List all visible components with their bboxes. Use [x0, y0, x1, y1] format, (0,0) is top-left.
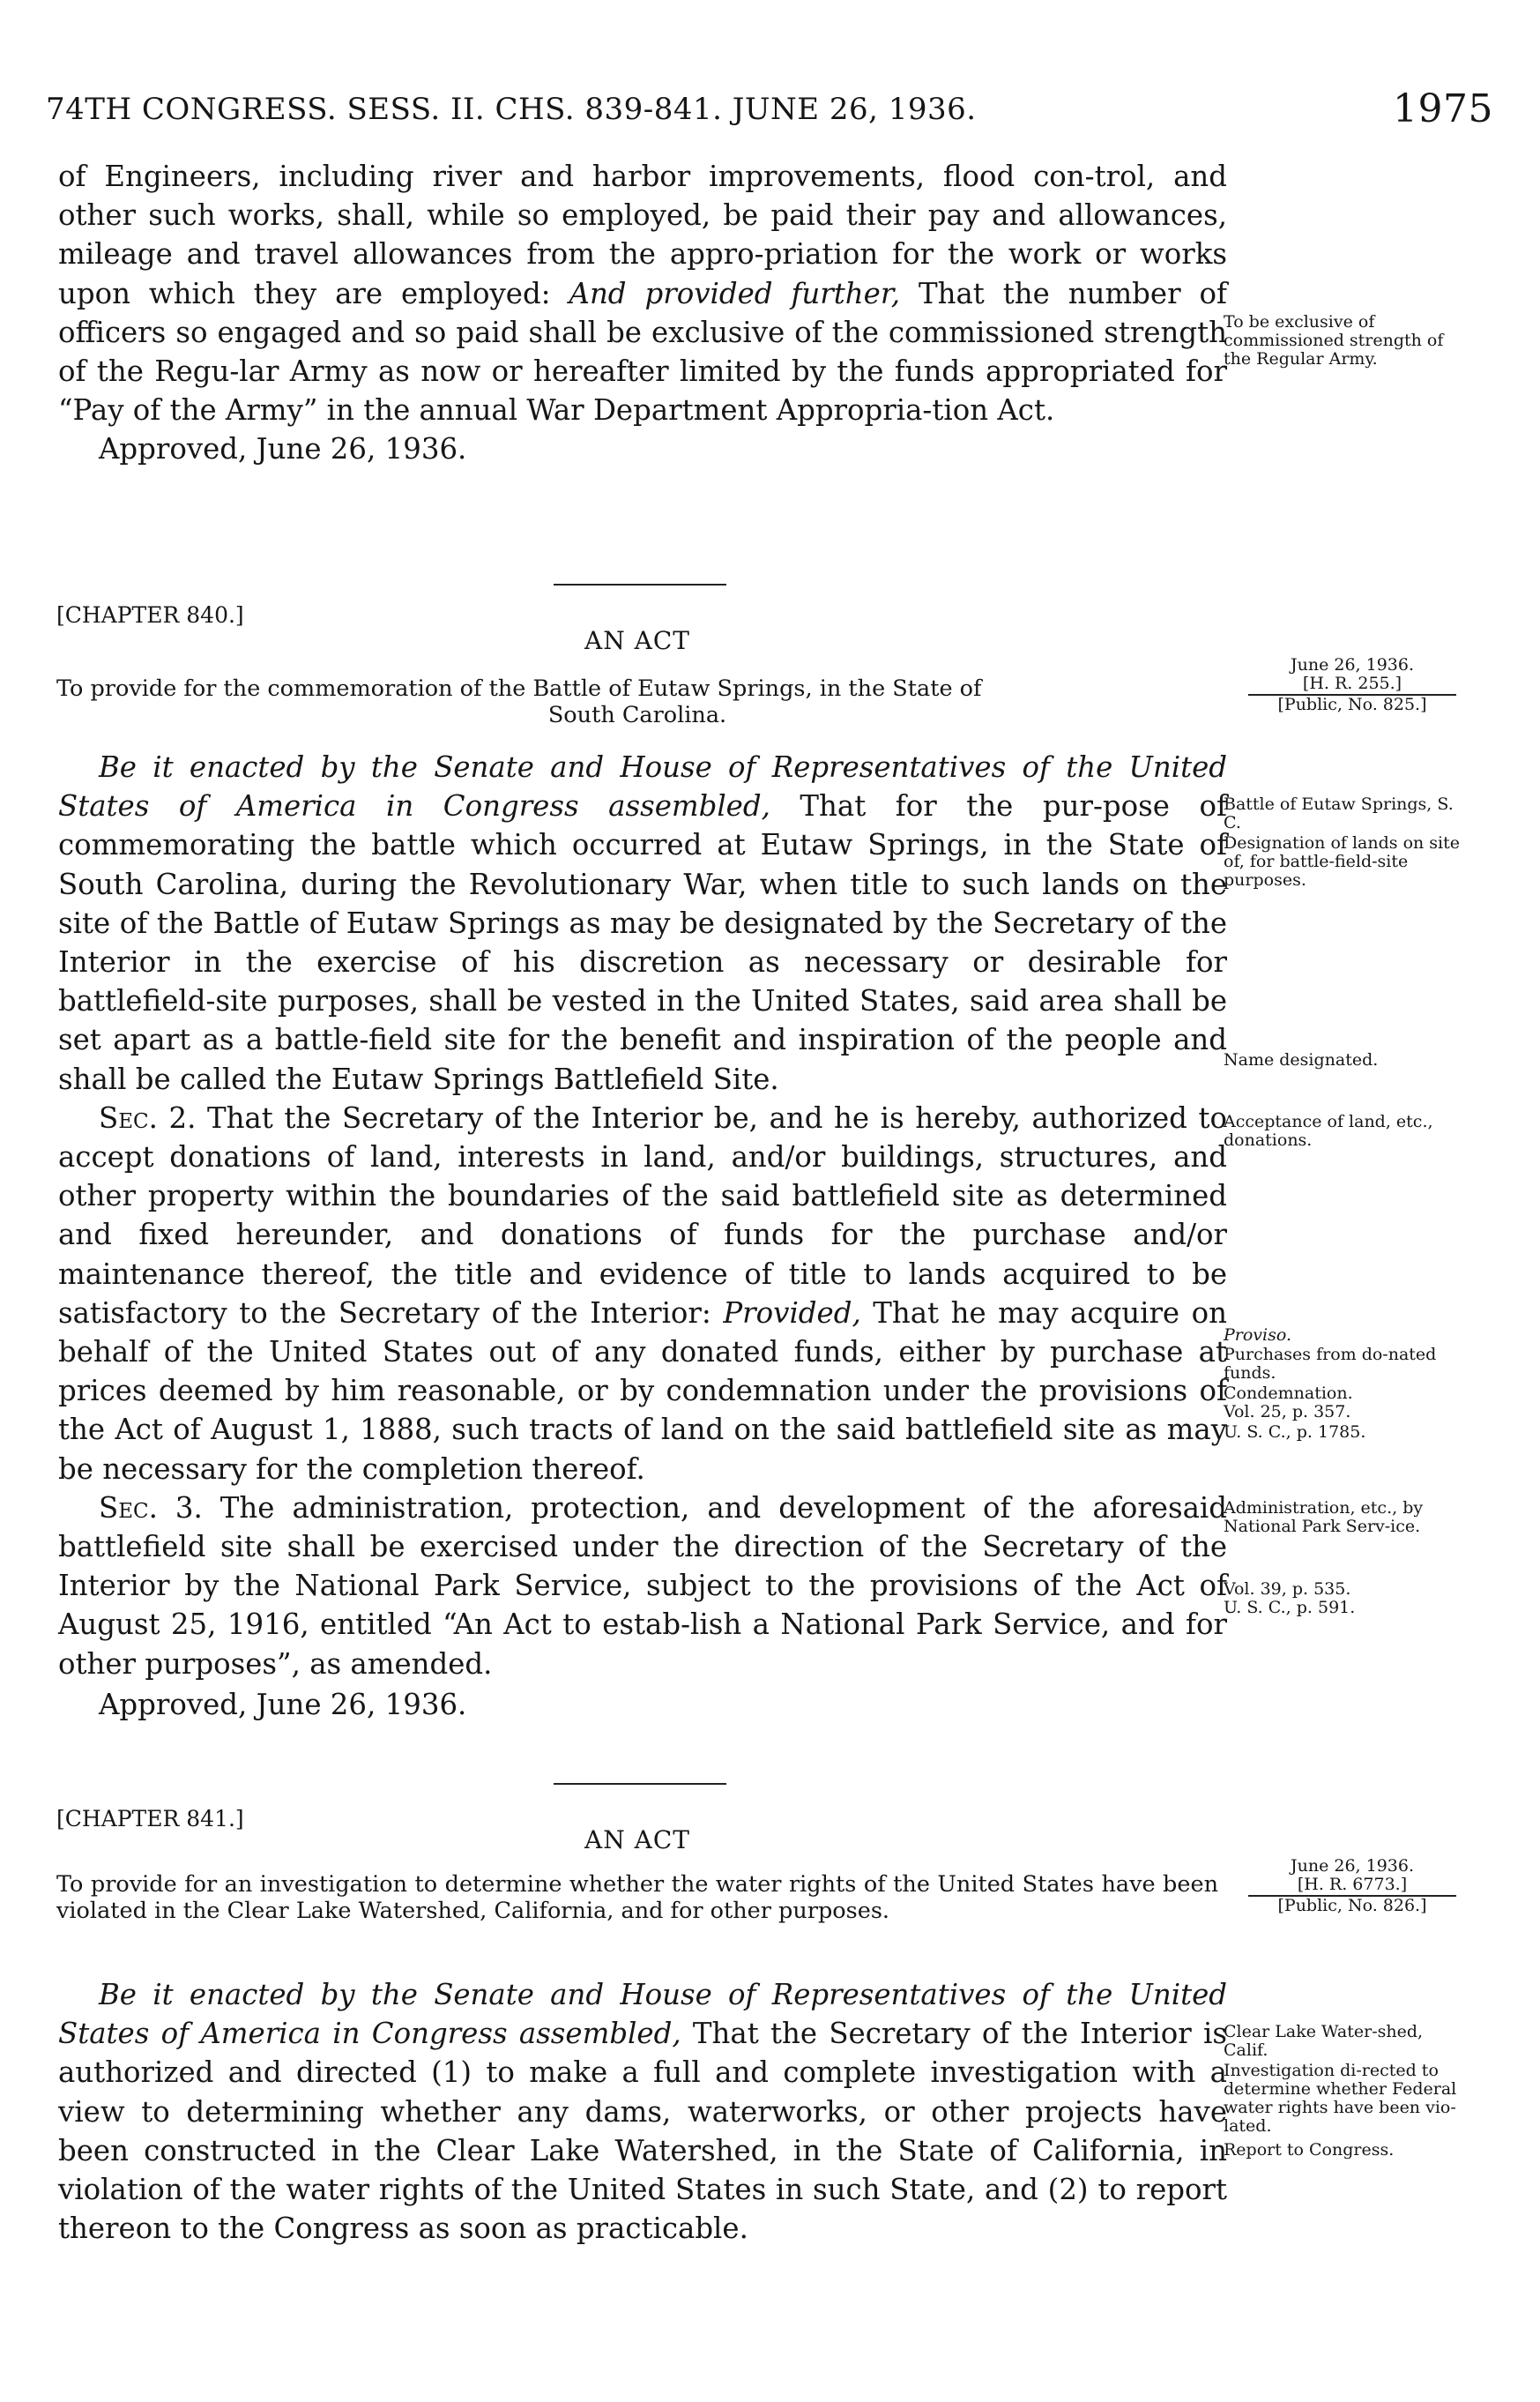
margin-note-investigation: Investigation di-rected to determine whether Federal water rights have been vio-lated.: [1224, 2061, 1457, 2136]
margin-note-cite: U. S. C., p. 591.: [1224, 1598, 1356, 1617]
margin-note-cite: Vol. 39, p. 535.: [1224, 1579, 1351, 1599]
chapter-841-label: [CHAPTER 841.]: [56, 1806, 244, 1831]
paragraph-text: of Engineers, including river and harbor improvements, flood con-trol, and other such works, shall, while so employed, be paid their pay and allowances, mileage and travel allowances from the appro-priation for the work or works upon which they are employed:: [58, 160, 1227, 310]
margin-note-designation: Designation of lands on site of, for battle-field-site purposes.: [1224, 833, 1460, 890]
section-2: [58, 1099, 1227, 1488]
approval-line: Approved, June 26, 1936.: [99, 1687, 467, 1721]
chapter-839-tail: [58, 157, 1227, 469]
margin-note-name: Name designated.: [1224, 1050, 1379, 1070]
chapter-839-paragraph: [58, 157, 1227, 429]
section-3: [58, 1488, 1227, 1683]
page-number: 1975: [1393, 86, 1493, 131]
paragraph-text: That the number of officers so engaged and so paid shall be exclusive of the commissioned strength of the Regu-lar Army as now or hereafter limited by the funds appropriated for “Pay of the Army” in the annual War Department Appropria-tion Act.: [58, 276, 1227, 428]
section-label: Sec. 2.: [99, 1100, 197, 1135]
provided: Provided,: [723, 1295, 861, 1330]
enacting-clause: Be it enacted by the Senate and House of Representatives of the United States of America in Congress assembled,: [58, 750, 1227, 824]
chapter-840-label: [CHAPTER 840.]: [56, 602, 244, 628]
act-purpose: [56, 675, 1218, 728]
sidebox-public: [Public, No. 825.]: [1277, 695, 1427, 714]
provided-further: And provided further,: [569, 276, 901, 310]
margin-note-purchases: Purchases from do-nated funds.: [1224, 1345, 1437, 1383]
bill-sidebox: [1248, 1857, 1456, 1915]
purpose-line: To provide for the commemoration of the Battle of Eutaw Springs, in the State of: [56, 675, 982, 702]
running-header: [46, 86, 1493, 136]
margin-note-report: Report to Congress.: [1224, 2140, 1395, 2160]
margin-note-proviso: Proviso.: [1224, 1325, 1292, 1345]
bill-sidebox: [1248, 656, 1456, 714]
section-text: That for the pur-pose of commemorating the battle which occurred at Eutaw Springs, in the State of South Carolina, during the Revolutionary War, when title to such lands on the site of the Battle of Eutaw Springs as may be designated by the Secretary of the Interior in the exercise of his discretion as necessary or desirable for battlefield-site purposes, shall be vested in the United States, said area shall be set apart as a battle-field site for the benefit and inspiration of the people and shall be called the Eutaw Springs Battlefield Site.: [58, 789, 1227, 1096]
purpose-line: South Carolina.: [547, 702, 727, 728]
section-text: That the Secretary of the Interior be, and he is hereby, authorized to accept donations of land, interests in land, and/or buildings, structures, and other property within the boundaries of the said battlefield site as determined and fixed hereunder, and donations of funds for the purchase and/or maintenance thereof, the title and evidence of title to lands acquired to be satisfactory to the Secretary of the Interior:: [58, 1100, 1228, 1330]
margin-note-cite: U. S. C., p. 1785.: [1224, 1422, 1366, 1442]
section-1: [58, 1975, 1227, 2248]
act-heading: AN ACT: [584, 626, 690, 655]
sidebox-public: [Public, No. 826.]: [1277, 1896, 1427, 1915]
chapter-841-body: [58, 1975, 1227, 2248]
section-divider: [554, 584, 726, 586]
chapter-840-body: [58, 748, 1227, 1724]
margin-note-cite: Vol. 25, p. 357.: [1224, 1402, 1351, 1421]
act-heading: AN ACT: [584, 1825, 690, 1854]
margin-note-acceptance: Acceptance of land, etc., donations.: [1224, 1112, 1433, 1150]
section-divider: [554, 1783, 726, 1785]
sidebox-date: June 26, 1936.: [1290, 1856, 1415, 1876]
margin-note-clear-lake: Clear Lake Water-shed, Calif.: [1224, 2022, 1424, 2060]
section-label: Sec. 3.: [99, 1490, 203, 1525]
margin-note-exclusive: To be exclusive of commissioned strength of the Regular Army.: [1224, 312, 1444, 369]
section-text: That the Secretary of the Interior is authorized and directed (1) to make a full and complete investigation with a view to determining whether any dams, waterworks, or other projects have been constructed in the Clear Lake Watershed, in the State of California, in violation of the water rights of the United States in such State, and (2) to report thereon to the Congress as soon as practicable.: [58, 2017, 1228, 2246]
enacting-clause: Be it enacted by the Senate and House of Representatives of the United States of America in Congress assembled,: [58, 1978, 1227, 2051]
act-purpose: To provide for an investigation to determine whether the water rights of the United States have been violated in the Clear Lake Watershed, California, and for other purposes.: [56, 1871, 1218, 1924]
sidebox-bill: [H. R. 6773.]: [1248, 1876, 1456, 1897]
sidebox-bill: [H. R. 255.]: [1248, 675, 1456, 696]
margin-note-battle: Battle of Eutaw Springs, S. C.: [1224, 794, 1454, 832]
margin-note-condemnation: Condemnation.: [1224, 1384, 1353, 1403]
section-1: [58, 748, 1227, 1099]
approval-line: Approved, June 26, 1936.: [99, 432, 467, 466]
margin-note-administration: Administration, etc., by National Park Serv-ice.: [1224, 1498, 1424, 1536]
section-text: The administration, protection, and development of the aforesaid battlefield site shall be exercised under the direction of the Secretary of the Interior by the National Park Service, subject to the provisions of the Act of August 25, 1916, entitled “An Act to estab-lish a National Park Service, and for other purposes”, as amended.: [58, 1490, 1227, 1681]
section-text: That he may acquire on behalf of the United States out of any donated funds, either by purchase at prices deemed by him reasonable, or by condemnation under the provisions of the Act of August 1, 1888, such tracts of land on the said battlefield site as may be necessary for the completion thereof.: [58, 1295, 1227, 1486]
sidebox-date: June 26, 1936.: [1290, 655, 1415, 675]
running-head: 74TH CONGRESS. SESS. II. CHS. 839-841. JUNE 26, 1936.: [46, 92, 977, 127]
